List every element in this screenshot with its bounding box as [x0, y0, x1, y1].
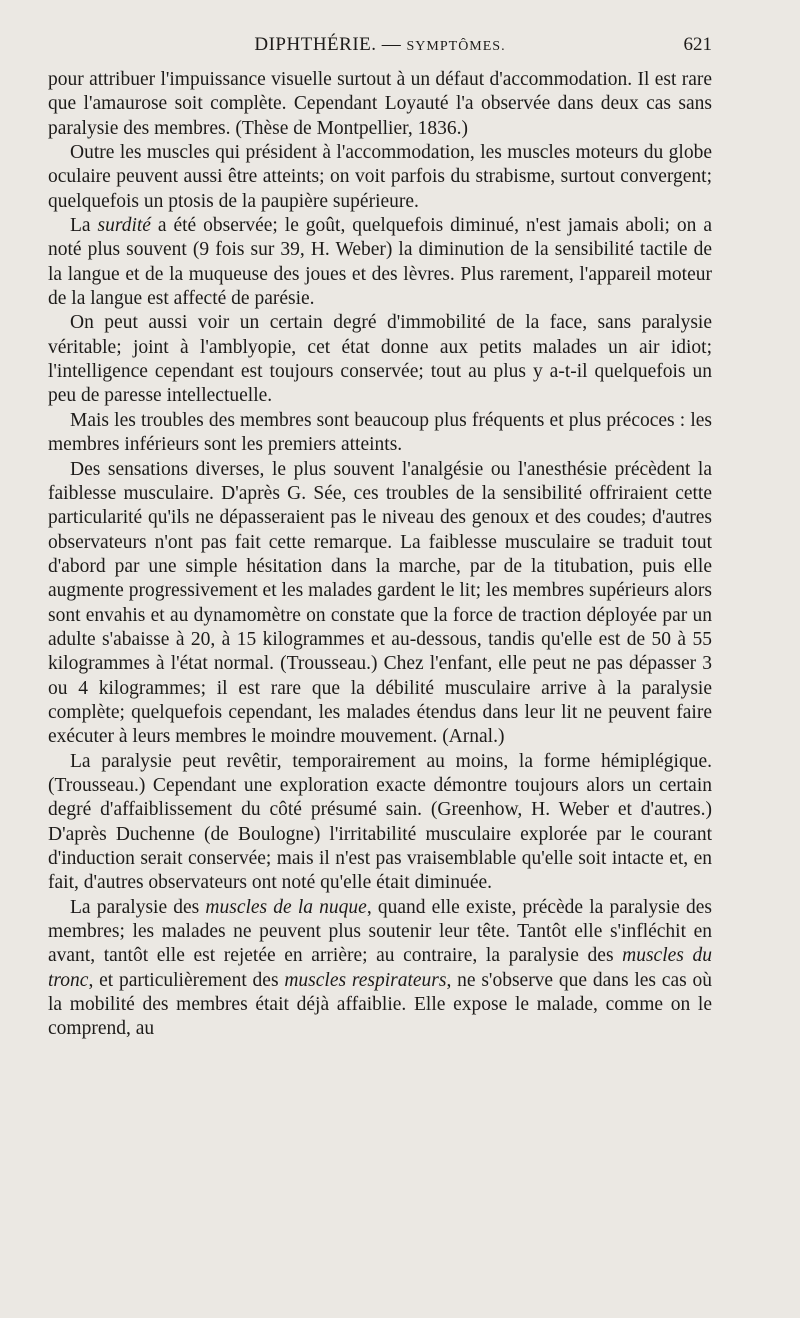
paragraph: La paralysie des muscles de la nuque, quand elle existe, précède la paralysie des membres; les malades ne peuvent plus soutenir leur tête. Tantôt elle s'infléchit en avant, tantôt elle est rejetée en arrière; au contraire, la paralysie des muscles du tronc, et particulièrement des muscles respirateurs, ne s'observe que dans les cas où la mobilité des membres était déjà affaiblie. Elle expose le malade, comme on le comprend, au [48, 896, 713, 1040]
paragraph: pour attribuer l'impuissance visuelle surtout à un défaut d'accommodation. Il est rare que l'amaurose soit complète. Cependant Loyauté l'a observée dans deux cas sans paralysie des membres. (Thèse de Montpellier, 1836.) [48, 69, 712, 139]
italic-term: muscles respirateurs [284, 969, 447, 991]
paragraph: On peut aussi voir un certain degré d'immobilité de la face, sans paralysie véritable; joint à l'amblyopie, cet état donne aux petits malades un air idiot; l'intelligence cependant est toujours conservée; tout au plus y a-t-il quelquefois un peu de paresse intellectuelle. [48, 312, 712, 407]
page-header [48, 34, 712, 64]
paragraph: Outre les muscles qui président à l'accommodation, les muscles moteurs du globe oculaire peuvent aussi être atteints; on voit parfois du strabisme, surtout convergent; quelquefois un ptosis de la paupière supérieure. [48, 142, 712, 212]
italic-term: muscles du tronc [48, 945, 712, 991]
paragraph: La paralysie peut revêtir, temporairement au moins, la forme hémiplégique. (Trousseau.) Cependant une exploration exacte démontre toujours alors un certain degré d'affaiblissement du côté présumé sain. (Greenhow, H. Weber et d'autres.) D'après Duchenne (de Boulogne) l'irritabilité musculaire explorée par le courant d'induction serait conservée; mais il n'est pas vraisemblable qu'elle soit intacte et, en fait, d'autres observateurs ont noté qu'elle était diminuée. [48, 750, 712, 894]
running-head [48, 34, 712, 56]
running-head-section: SYMPTÔMES. [406, 39, 506, 54]
paragraph: Mais les troubles des membres sont beaucoup plus fréquents et plus précoces : les membres inférieurs sont les premiers atteints. [48, 409, 712, 456]
paragraph: La surdité a été observée; le goût, quelquefois diminué, n'est jamais aboli; on a noté plus souvent (9 fois sur 39, H. Weber) la diminution de la sensibilité tactile de la langue et de la muqueuse des joues et des lèvres. Plus rarement, l'appareil moteur de la langue est affecté de parésie. [48, 215, 712, 310]
body-text [48, 68, 712, 1042]
page-number: 621 [683, 34, 712, 55]
running-head-title: DIPHTHÉRIE. — [254, 34, 402, 55]
italic-term: muscles de la nuque [205, 896, 367, 918]
italic-term: surdité [97, 215, 151, 237]
paragraph: Des sensations diverses, le plus souvent l'analgésie ou l'anesthésie précèdent la faiblesse musculaire. D'après G. Sée, ces troubles de la sensibilité offriraient cette particularité qu'ils ne dépasseraient pas le niveau des genoux et des coudes; d'autres observateurs n'ont pas fait cette remarque. La faiblesse musculaire se traduit tout d'abord par une simple hésitation dans la marche, par de la titubation, puis elle augmente progressivement et les malades gardent le lit; les membres supérieurs alors sont envahis et au dynamomètre on constate que la force de traction déployée par un adulte s'abaisse à 20, à 15 kilogrammes et au-dessous, tandis qu'elle est de 50 à 55 kilogrammes à l'état normal. (Trousseau.) Chez l'enfant, elle peut ne pas dépasser 3 ou 4 kilogrammes; il est rare que la débilité musculaire arrive à la paralysie complète; quelquefois cependant, les malades étendus dans leur lit ne peuvent faire exécuter à leurs membres le moindre mouvement. (Arnal.) [48, 458, 712, 748]
